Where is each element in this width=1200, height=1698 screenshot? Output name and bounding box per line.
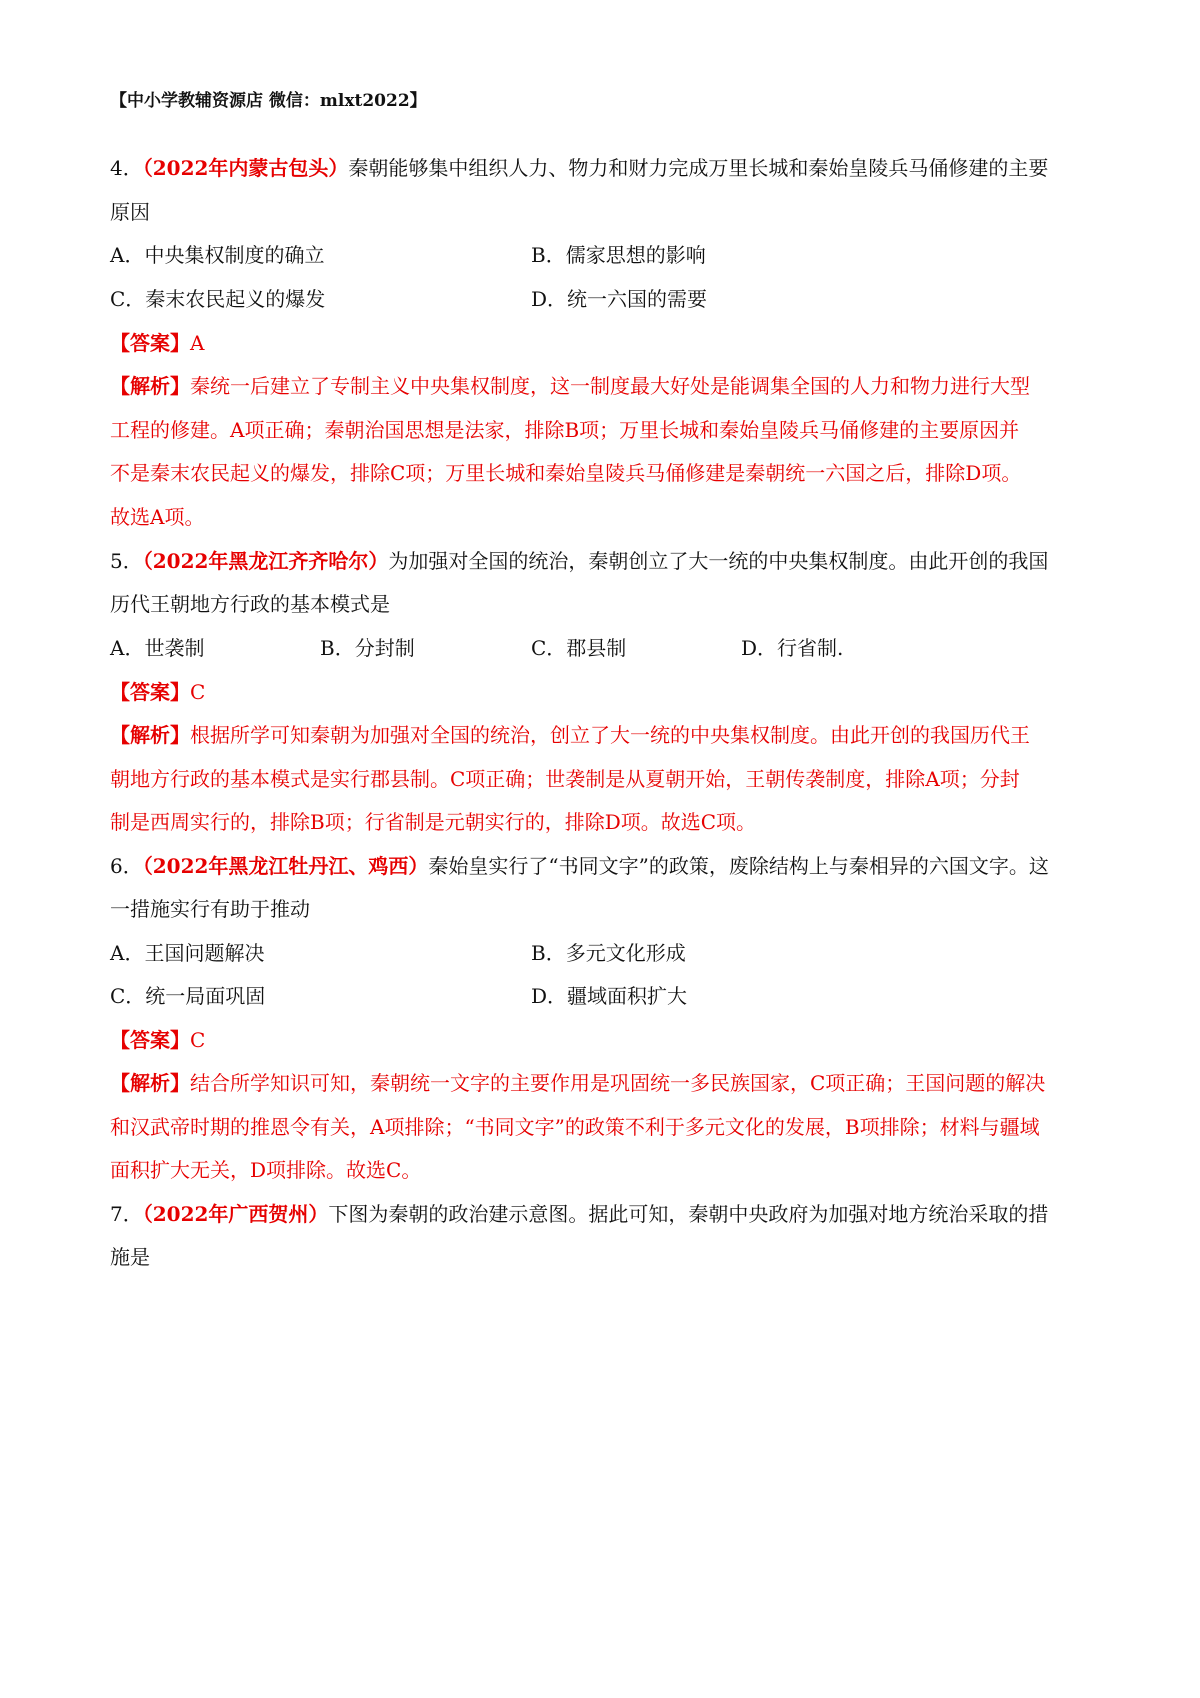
answer-line [110, 677, 1100, 707]
question-text-continued: 施是 [110, 1245, 150, 1269]
answer-line [110, 1025, 1100, 1055]
option-b: B．儒家思想的影响 [531, 243, 706, 267]
option-a: A．中央集权制度的确立 [110, 243, 325, 267]
option-a: A．世袭制 [110, 636, 205, 660]
answer-line [110, 328, 1100, 358]
question-number: 7． [110, 1202, 143, 1226]
option-c: C．郡县制 [531, 636, 627, 660]
analysis-text: 结合所学知识可知，秦朝统一文字的主要作用是巩固统一多民族国家，C项正确；王国问题的解决 [190, 1071, 1046, 1095]
option-b: B．多元文化形成 [531, 941, 686, 965]
answer-value: C [190, 680, 206, 704]
analysis-text-continued: 不是秦末农民起义的爆发，排除C项；万里长城和秦始皇陵兵马俑修建是秦朝统一六国之后，排除D项。 [110, 461, 1022, 485]
question-number: 4． [110, 156, 143, 180]
question-source: （2022年黑龙江齐齐哈尔） [142, 549, 389, 573]
option-d: D．行省制. [741, 636, 844, 660]
answer-label: 【答案】 [110, 1028, 190, 1052]
question-number: 6． [110, 854, 143, 878]
analysis-line [110, 1068, 1100, 1098]
question-text: 为加强对全国的统治，秦朝创立了大一统的中央集权制度。由此开创的我国 [388, 549, 1049, 573]
answer-label: 【答案】 [110, 680, 190, 704]
answer-label: 【答案】 [110, 331, 190, 355]
analysis-label: 【解析】 [110, 1071, 190, 1095]
question-text: 秦始皇实行了“书同文字”的政策，废除结构上与秦相异的六国文字。这 [428, 854, 1049, 878]
question-5-stem [110, 546, 1100, 576]
answer-value: C [190, 1028, 206, 1052]
analysis-line [110, 371, 1100, 401]
analysis-text-continued: 故选A项。 [110, 505, 205, 529]
analysis-text-continued: 工程的修建。A项正确；秦朝治国思想是法家，排除B项；万里长城和秦始皇陵兵马俑修建的主要原因并 [110, 418, 1020, 442]
question-source: （2022年黑龙江牡丹江、鸡西） [142, 854, 429, 878]
question-6-stem [110, 851, 1100, 881]
option-d: D．统一六国的需要 [531, 287, 708, 311]
question-7-stem [110, 1199, 1100, 1229]
analysis-text-continued: 朝地方行政的基本模式是实行郡县制。C项正确；世袭制是从夏朝开始，王朝传袭制度，排除A项；分封 [110, 767, 1020, 791]
option-b: B．分封制 [320, 636, 415, 660]
question-4-stem [110, 153, 1100, 183]
question-text-continued: 一措施实行有助于推动 [110, 897, 310, 921]
option-c: C．统一局面巩固 [110, 984, 266, 1008]
question-source: （2022年内蒙古包头） [142, 156, 349, 180]
option-d: D．疆域面积扩大 [531, 984, 688, 1008]
analysis-text-continued: 面积扩大无关，D项排除。故选C。 [110, 1158, 422, 1182]
analysis-label: 【解析】 [110, 374, 190, 398]
question-text: 秦朝能够集中组织人力、物力和财力完成万里长城和秦始皇陵兵马俑修建的主要 [348, 156, 1049, 180]
analysis-text-continued: 和汉武帝时期的推恩令有关，A项排除；“书同文字”的政策不利于多元文化的发展，B项排除；材料与疆域 [110, 1115, 1040, 1139]
analysis-text: 秦统一后建立了专制主义中央集权制度，这一制度最大好处是能调集全国的人力和物力进行大型 [190, 374, 1030, 398]
analysis-label: 【解析】 [110, 723, 190, 747]
question-text-continued: 原因 [110, 200, 150, 224]
question-number: 5． [110, 549, 143, 573]
page-header: 【中小学教辅资源店 微信：mlxt2022】 [110, 91, 427, 111]
answer-value: A [190, 331, 205, 355]
question-source: （2022年广西贺州） [142, 1202, 329, 1226]
option-c: C．秦末农民起义的爆发 [110, 287, 326, 311]
question-text-continued: 历代王朝地方行政的基本模式是 [110, 592, 390, 616]
analysis-line [110, 720, 1100, 750]
option-a: A．王国问题解决 [110, 941, 265, 965]
analysis-text: 根据所学可知秦朝为加强对全国的统治，创立了大一统的中央集权制度。由此开创的我国历代王 [190, 723, 1030, 747]
question-text: 下图为秦朝的政治建示意图。据此可知，秦朝中央政府为加强对地方统治采取的措 [328, 1202, 1049, 1226]
analysis-text-continued: 制是西周实行的，排除B项；行省制是元朝实行的，排除D项。故选C项。 [110, 810, 757, 834]
